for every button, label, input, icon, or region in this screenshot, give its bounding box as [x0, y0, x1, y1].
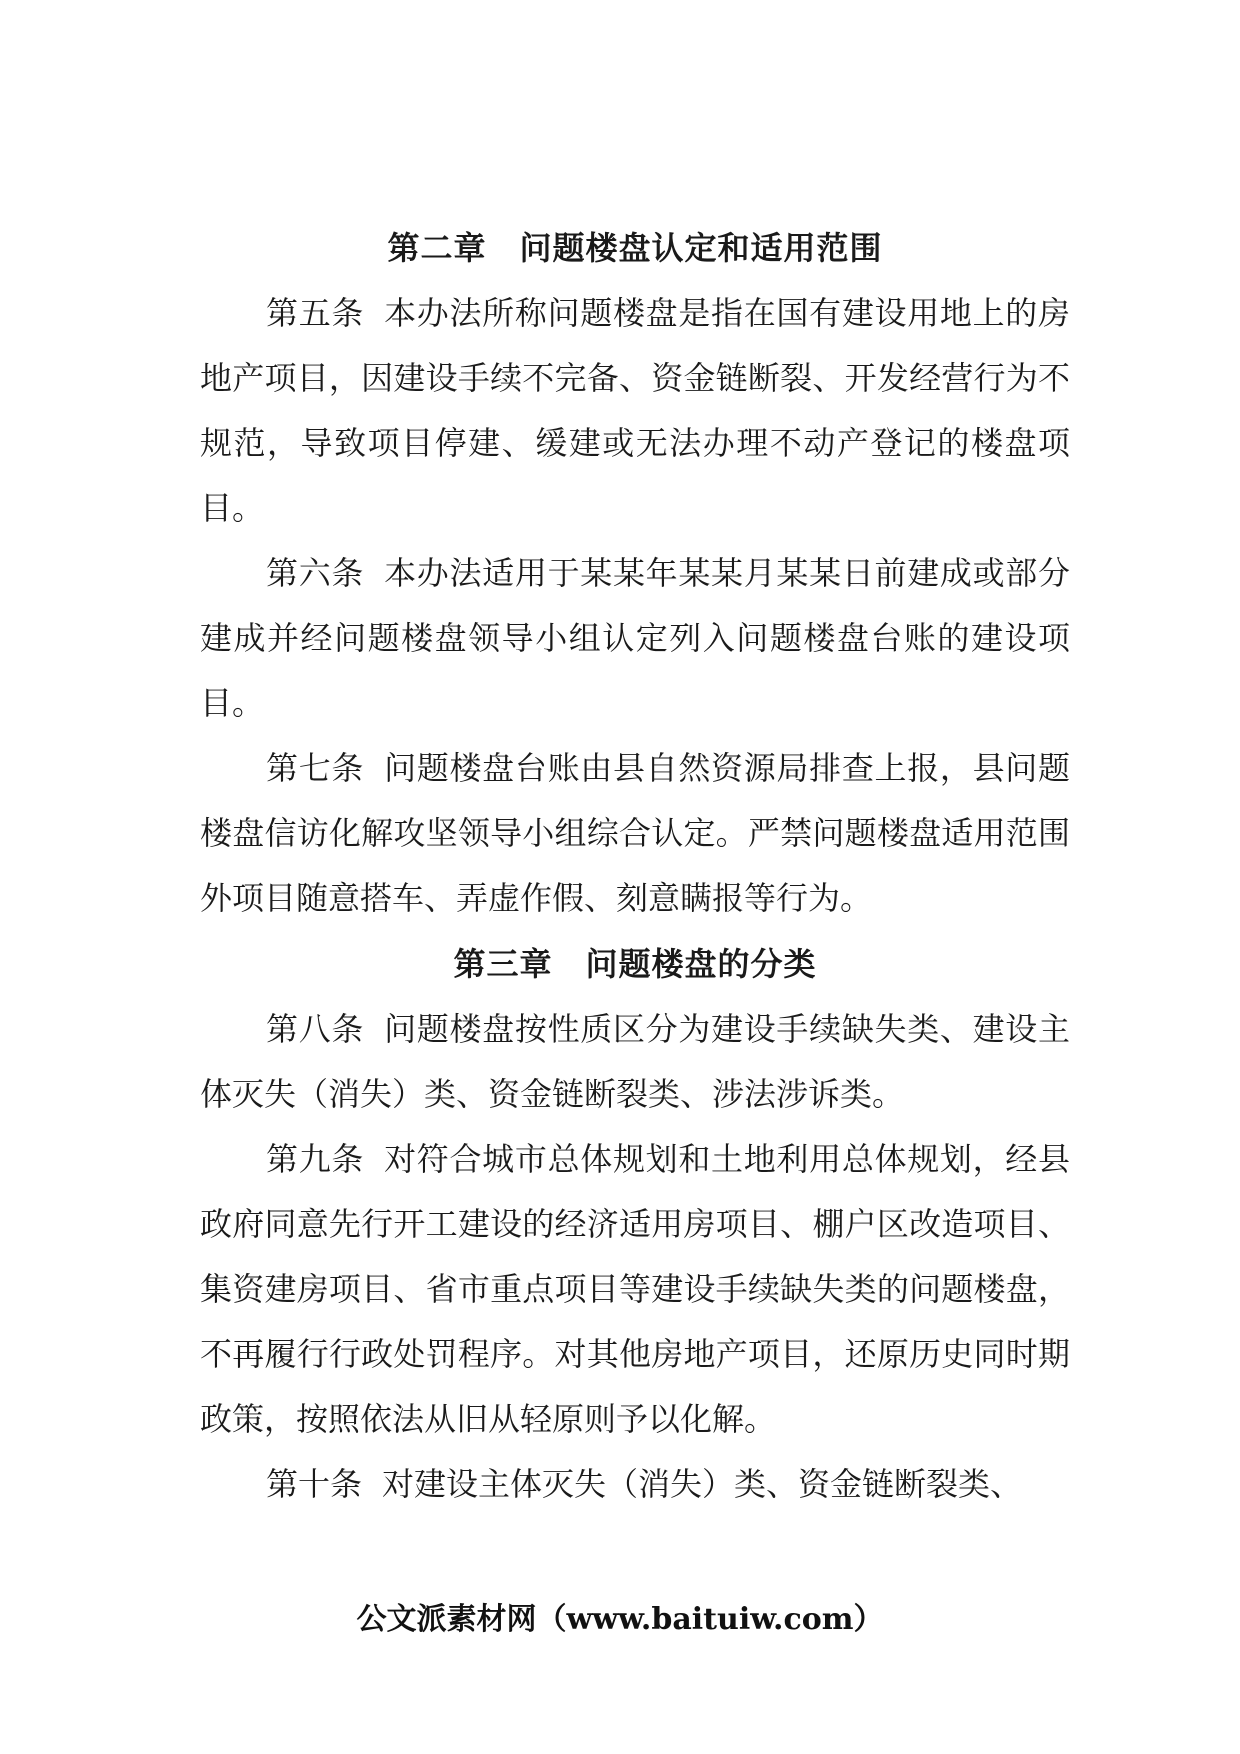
article-6	[200, 541, 1070, 736]
article-8	[200, 997, 1070, 1127]
chapter-3-heading: 第三章 问题楼盘的分类	[453, 945, 817, 983]
article-9	[200, 1127, 1070, 1452]
article-label: 第六条	[266, 554, 365, 592]
article-5	[200, 281, 1070, 541]
chapter-2-heading: 第二章 问题楼盘认定和适用范围	[387, 229, 883, 267]
article-text: 本办法所称问题楼盘是指在国有建设用地上的房地产项目，因建设手续不完备、资金链断裂、开发经营行为不规范，导致项目停建、缓建或无法办理不动产登记的楼盘项目。	[200, 294, 1070, 527]
article-text: 对符合城市总体规划和土地利用总体规划，经县政府同意先行开工建设的经济适用房项目、棚户区改造项目、集资建房项目、省市重点项目等建设手续缺失类的问题楼盘，不再履行行政处罚程序。对其他房地产项目，还原历史同时期政策，按照依法从旧从轻原则予以化解。	[200, 1140, 1070, 1438]
article-label: 第五条	[266, 294, 365, 332]
article-text: 问题楼盘按性质区分为建设手续缺失类、建设主体灭失（消失）类、资金链断裂类、涉法涉诉类。	[200, 1010, 1070, 1113]
article-label: 第九条	[266, 1140, 365, 1178]
article-7	[200, 736, 1070, 931]
article-10	[200, 1452, 1070, 1517]
article-label: 第七条	[266, 749, 365, 787]
article-text: 对建设主体灭失（消失）类、资金链断裂类、	[382, 1465, 1023, 1503]
article-text: 本办法适用于某某年某某月某某日前建成或部分建成并经问题楼盘领导小组认定列入问题楼盘台账的建设项目。	[200, 554, 1070, 722]
article-label: 第十条	[266, 1465, 363, 1503]
article-label: 第八条	[266, 1010, 365, 1048]
document-body	[200, 215, 1070, 1517]
footer-watermark: 公文派素材网（www.baituiw.com）	[356, 1602, 884, 1637]
article-text: 问题楼盘台账由县自然资源局排查上报，县问题楼盘信访化解攻坚领导小组综合认定。严禁问题楼盘适用范围外项目随意搭车、弄虚作假、刻意瞒报等行为。	[200, 749, 1070, 917]
